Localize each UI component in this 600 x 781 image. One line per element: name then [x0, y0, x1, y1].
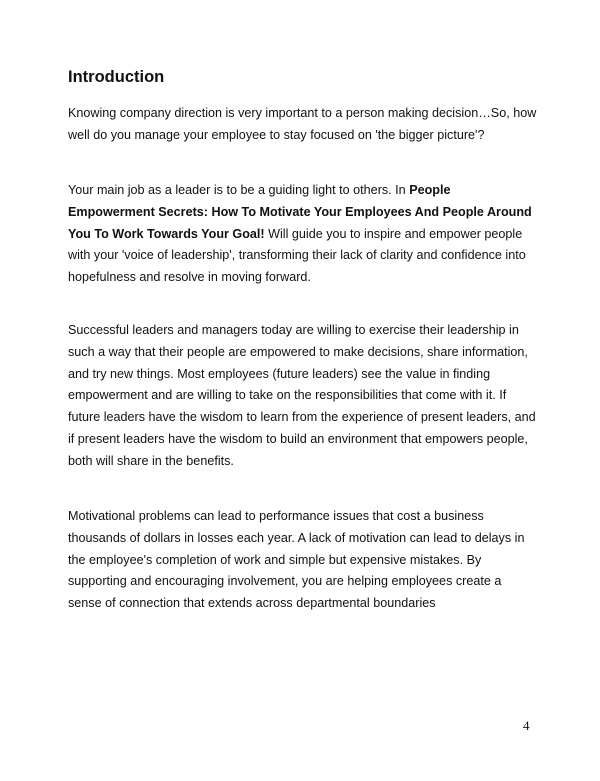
paragraph-leader [68, 180, 538, 289]
paragraph-leader-text-before: Your main job as a leader is to be a guiding light to others. In [68, 183, 410, 197]
paragraph-motivational-problems: Motivational problems can lead to performance issues that cost a business thousands of dollars in losses each year. A lack of motivation can lead to delays in the employee's completion of work and simple but expensive mistakes. By supporting and encouraging involvement, you are helping employees create a sense of connection that extends across departmental boundaries [68, 509, 525, 611]
page-number: 4 [523, 718, 530, 733]
paragraph-leader-text-after: Will guide you to inspire and empower people with your 'voice of leadership', transforming their lack of clarity and confidence into hopefulness and resolve in moving forward. [68, 226, 526, 285]
paragraph-successful-leaders: Successful leaders and managers today are willing to exercise their leadership in such a way that their people are empowered to make decisions, share information, and try new things. Most employees (future leaders) see the value in finding empowerment and are willing to take on the responsibilities that come with it. If future leaders have the wisdom to learn from the experience of present leaders, and if present leaders have the wisdom to build an environment that empowers people, both will share in the benefits. [68, 323, 536, 468]
book-title: People Empowerment Secrets: How To Motivate Your Employees And People Around You To Work Towards Your Goal! [68, 183, 532, 241]
section-heading: Introduction [68, 68, 165, 86]
paragraph-intro: Knowing company direction is very important to a person making decision…So, how well do you manage your employee to stay focused on 'the bigger picture'? [68, 106, 537, 142]
